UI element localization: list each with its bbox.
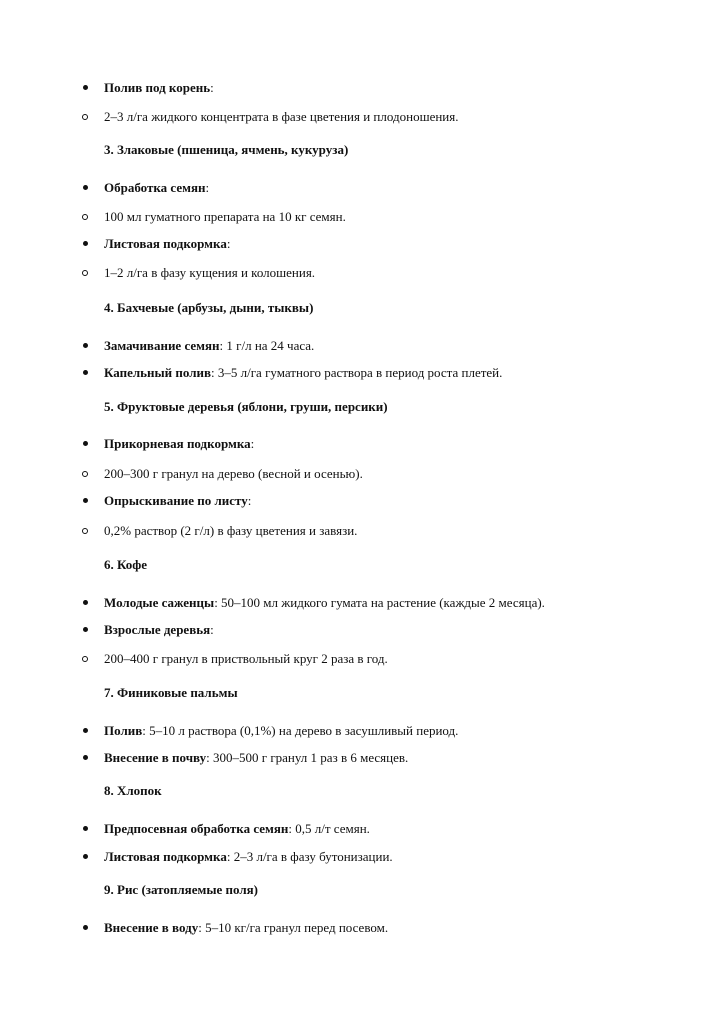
item-description: : 0,5 л/т семян. [288, 821, 370, 836]
item-term: Листовая подкормка [104, 849, 227, 864]
item-text [104, 466, 363, 482]
circle-bullet-icon [82, 114, 88, 120]
item-description: 2–3 л/га жидкого концентрата в фазе цветения и плодоношения. [104, 109, 459, 124]
item-description: : 50–100 мл жидкого гумата на растение (каждые 2 месяца). [214, 595, 545, 610]
item-text [104, 523, 357, 539]
item-text [104, 365, 502, 381]
bullet-icon [83, 498, 88, 503]
item-text [104, 622, 214, 638]
item-description: : [250, 436, 255, 451]
item-term: Прикорневая подкормка [104, 436, 251, 451]
bullet-icon [83, 925, 88, 930]
item-text [104, 595, 545, 611]
section-heading-text: 5. Фруктовые деревья (яблони, груши, персики) [104, 399, 388, 414]
item-description: : 3–5 л/га гуматного раствора в период роста плетей. [211, 365, 503, 380]
circle-bullet-icon [82, 528, 88, 534]
item-text [104, 849, 393, 865]
item-text [104, 180, 209, 196]
item-term: Обработка семян [104, 180, 206, 195]
item-text [104, 209, 346, 225]
item-term: Молодые саженцы [104, 595, 215, 610]
bullet-icon [83, 728, 88, 733]
item-term: Опрыскивание по листу [104, 493, 248, 508]
item-text [104, 109, 459, 125]
section-heading-text: 6. Кофе [104, 557, 148, 572]
circle-bullet-icon [82, 656, 88, 662]
item-description: : 5–10 л раствора (0,1%) на дерево в засушливый период. [142, 723, 459, 738]
item-text [104, 920, 388, 936]
item-text [104, 80, 214, 96]
item-description: 200–400 г гранул в приствольный круг 2 раза в год. [104, 651, 388, 666]
item-term: Взрослые деревья [104, 622, 211, 637]
bullet-icon [83, 600, 88, 605]
item-term: Замачивание семян [104, 338, 220, 353]
item-term: Капельный полив [104, 365, 212, 380]
circle-bullet-icon [82, 270, 88, 276]
bullet-icon [83, 441, 88, 446]
item-text [104, 493, 251, 509]
item-term: Внесение в почву [104, 750, 207, 765]
bullet-icon [83, 826, 88, 831]
item-term: Предпосевная обработка семян [104, 821, 289, 836]
item-description: : 2–3 л/га в фазу бутонизации. [226, 849, 393, 864]
item-text [104, 723, 458, 739]
item-description: 1–2 л/га в фазу кущения и колошения. [104, 265, 316, 280]
item-text [104, 821, 370, 837]
bullet-icon [83, 185, 88, 190]
item-text [104, 338, 314, 354]
circle-bullet-icon [82, 214, 88, 220]
item-term: Полив [104, 723, 143, 738]
bullet-icon [83, 854, 88, 859]
item-description: : 1 г/л на 24 часа. [219, 338, 315, 353]
item-description: 0,2% раствор (2 г/л) в фазу цветения и завязи. [104, 523, 358, 538]
bullet-icon [83, 343, 88, 348]
section-heading-text: 8. Хлопок [104, 783, 162, 798]
circle-bullet-icon [82, 471, 88, 477]
item-text [104, 750, 408, 766]
item-text [104, 265, 315, 281]
item-description: : [205, 180, 210, 195]
item-description: : [226, 236, 231, 251]
item-description: : 5–10 кг/га гранул перед посевом. [198, 920, 389, 935]
item-description: : [210, 622, 214, 637]
bullet-icon [83, 370, 88, 375]
bullet-icon [83, 85, 88, 90]
item-description: : [247, 493, 252, 508]
item-description: : 300–500 г гранул 1 раз в 6 месяцев. [206, 750, 409, 765]
item-text [104, 651, 388, 667]
section-heading-text: 3. Злаковые (пшеница, ячмень, кукуруза) [104, 142, 349, 157]
section-heading-text: 7. Финиковые пальмы [104, 685, 238, 700]
item-description: : [210, 80, 214, 95]
item-text [104, 236, 230, 252]
bullet-icon [83, 241, 88, 246]
item-term: Полив под корень [104, 80, 211, 95]
item-term: Внесение в воду [104, 920, 199, 935]
section-heading-text: 9. Рис (затопляемые поля) [104, 882, 258, 897]
item-description: 100 мл гуматного препарата на 10 кг семян. [104, 209, 346, 224]
bullet-icon [83, 755, 88, 760]
bullet-icon [83, 627, 88, 632]
item-description: 200–300 г гранул на дерево (весной и осенью). [104, 466, 363, 481]
section-heading-text: 4. Бахчевые (арбузы, дыни, тыквы) [104, 300, 314, 315]
item-text [104, 436, 254, 452]
item-term: Листовая подкормка [104, 236, 227, 251]
